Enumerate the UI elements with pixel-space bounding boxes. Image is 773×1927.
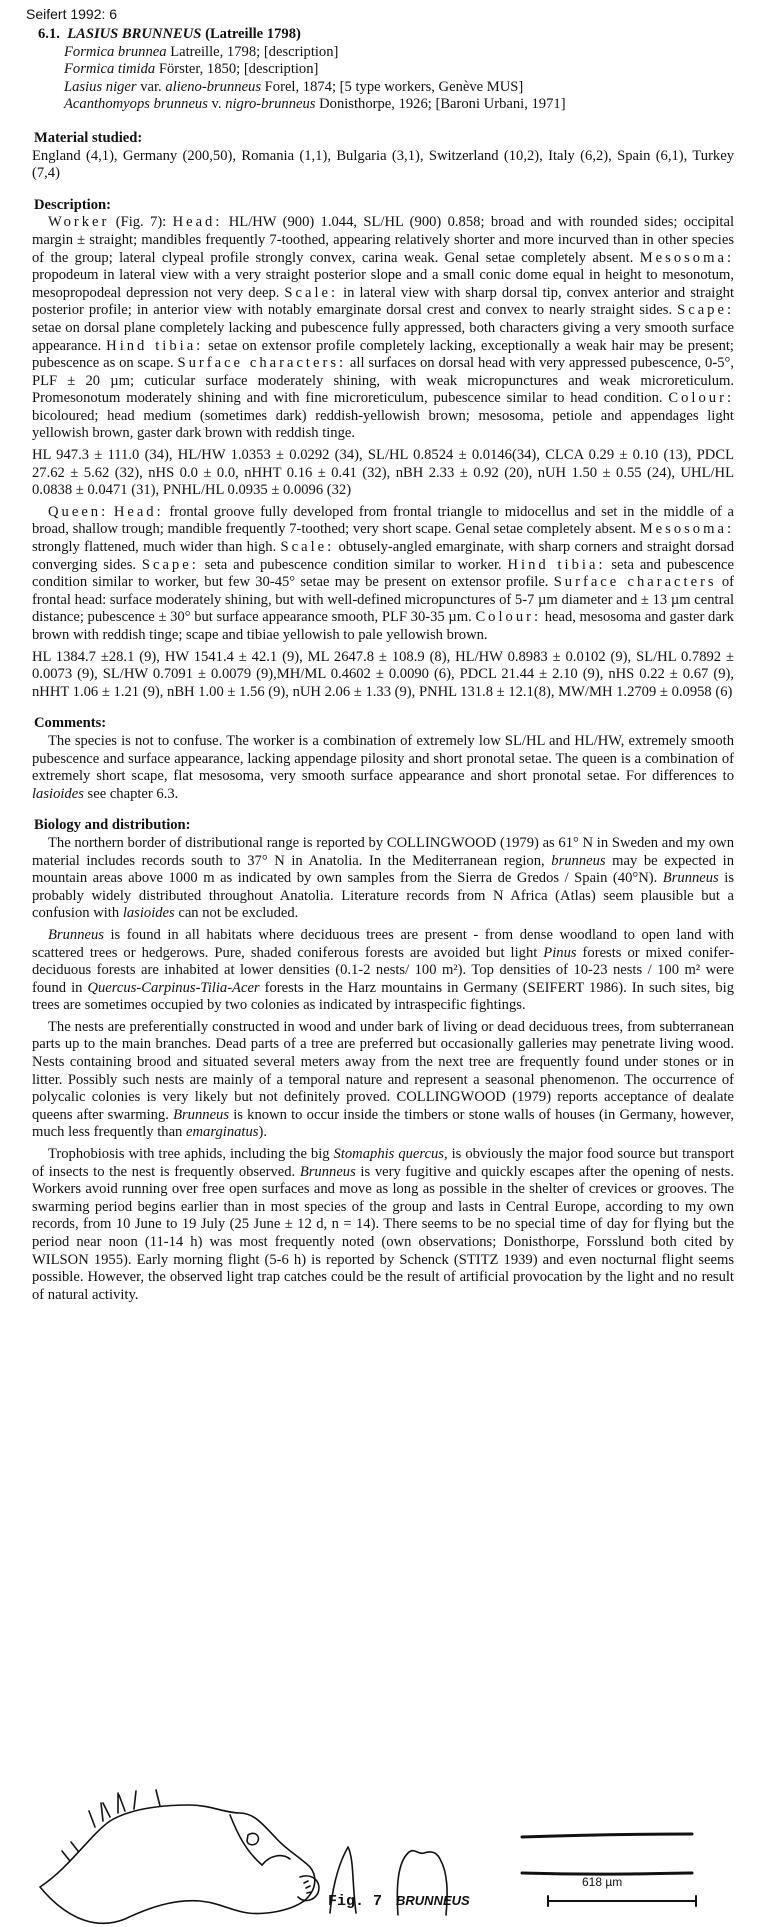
section-number: 6.1. [38, 26, 60, 42]
biology-paragraph: The northern border of distributional range is reported by COLLINGWOOD (1979) as 61° N in Sweden and my own material includes records south to 37° N in Anatolia. In the Mediterranean region, brunneus may be expected in mountain areas above 1000 m as indicated by own samples from the Sierra de Gredos / Spain (40°N). Brunneus is probably widely distributed throughout Anatolia. Literature records from N Africa (Atlas) seem plausible but a confusion with lasioides can not be excluded. [32, 834, 735, 922]
head-profile-line [262, 1856, 290, 1865]
biology-paragraph: Trophobiosis with tree aphids, including the big Stomaphis quercus, is obviously the major food source but transport of insects to the nest is frequently observed. Brunneus is very fugitive and quickly escapes after the opening of nests. Workers avoid running over free open surfaces and move as long as possible in the shelter of crevices or grooves. The swarming period begins earlier than in most species of the group and lasts in Central Europe, according to my own records, from 10 June to 19 July (25 June ± 12 d, n = 14). There seems to be no special time of day for flying but the period near noon (11-14 h) was most frequently noted (own observations; Donisthorpe, Forsslund both cited by WILSON 1955). Early morning flight (5-6 h) is reported by Schenck (STITZ 1939) and even nocturnal flight seems possible. However, the observed light trap catches could be the result of artificial provocation by the light and no result of natural activity. [32, 1146, 734, 1303]
species-title [38, 26, 734, 44]
mesosoma-outline [40, 1805, 315, 1923]
synonym-list [64, 44, 734, 114]
synonym-item: Formica timida Förster, 1850; [description] [64, 61, 319, 78]
figure-caption: Fig. 7 BRUNNEUS [328, 1893, 470, 1910]
queen-measures: HL 1384.7 ±28.1 (9), HW 1541.4 ± 42.1 (9), ML 2647.8 ± 108.9 (8), HL/HW 0.8983 ± 0.0102 (9), SL/HL 0.7892 ± 0.0073 (9), SL/HW 0.7091 ± 0.0079 (9),MH/ML 0.4602 ± 0.0090 (6), PDCL 21.44 ± 2.10 (9), nHS 0.22 ± 0.67 (9), nHHT 1.06 ± 1.21 (9), nBH 1.00 ± 1.56 (9), nUH 2.06 ± 1.33 (9), PNHL 131.8 ± 12.1(8), MW/MH 1.2709 ± 0.0958 (6) [32, 648, 734, 700]
worker-description: Worker (Fig. 7): Head: HL/HW (900) 1.044, SL/HL (900) 0.858; broad and with rounded sides; occipital margin ± straight; mandibles frequently 7-toothed, appearing relatively shorter and more incurved than in other species of the group; lateral clypeal profile strongly convex, carina weak. Genal setae completely absent. Mesosoma: propodeum in lateral view with a very straight posterior slope and a small conic dome equal in height to mesonotum, mesopropodeal depression not very deep. Scale: in lateral view with sharp dorsal tip, convex anterior and straight posterior profile; in anterior view with notably emarginate dorsal crest and convex to nearly straight sides. Scape: setae on dorsal plane completely lacking and pubescence fully appressed, both characters giving a very smooth surface appearance. Hind tibia: setae on extensor profile completely lacking, exceptionally a weak hair may be present; pubescence as on scape. Surface characters: all surfaces on dorsal head with very appressed pubescence, 0-5°, PLF ± 20 µm; cuticular surface moderately shining, with weak micropunctures and weak microreticulum. Promesonotum moderately shining and with fine microreticulum, pubescence similar to head condition. Colour: bicoloured; head medium (sometimes dark) reddish-yellowish brown; mesosoma, petiole and appendages light yellowish brown, gaster dark brown with reddish tinge. [32, 214, 735, 442]
species-author: (Latreille 1798) [205, 26, 301, 42]
setae [62, 1842, 78, 1861]
comments-text: The species is not to confuse. The worker is a combination of extremely low SL/HL and HL/HW, extremely smooth pubescence and surface appearance, lacking appendage pilosity and short pronotal setae. The queen is a combination of extremely short scape, flat mesosoma, very smooth surface appearance and short pronotal setae. For differences to lasioides see chapter 6.3. [32, 732, 734, 802]
synonym-item: Formica brunnea Latreille, 1798; [description] [64, 43, 339, 60]
synonym-item: Acanthomyops brunneus v. nigro-brunneus Donisthorpe, 1926; [Baroni Urbani, 1971] [64, 96, 566, 113]
scale-bar [548, 1896, 696, 1906]
queen-description: Queen: Head: frontal groove fully developed from frontal triangle to midocellus and set in the middle of a broad, shallow trough; mandible frequently 7-toothed; very short scape. Genal setae completely absent. Mesosoma: strongly flattened, much wider than high. Scale: obtusely-angled emarginate, with sharp corners and straight dorsad converging sides. Scape: seta and pubescence condition similar to worker. Hind tibia: seta and pubescence condition similar to worker, but few 30-45° setae may be present on extensor profile. Surface characters of frontal head: surface moderately shining, but with well-defined micropunctures of 5-7 µm diameter and ± 13 µm central distance; pubescence ± 30° but surface appearance smooth, PLF 30-35 µm. Colour: head, mesosoma and gaster dark brown with reddish tinge; scape and tibiae yellowish to pale yellowish brown. [32, 503, 735, 643]
species-name: LASIUS BRUNNEUS [67, 26, 202, 42]
article-body [32, 26, 734, 1308]
comments-heading: Comments: [34, 715, 107, 732]
description-heading: Description: [34, 196, 112, 213]
biology-paragraph: Brunneus is found in all habitats where deciduous trees are present - from dense woodland to open land with scattered trees or hedgerows. Pure, shaded coniferous forests are avoided but light Pinus forests or mixed conifer-deciduous forests are inhabited at lower densities (0.1-2 nests/ 100 m²). Top densities of 10-23 nests / 100 m² were found in Quercus-Carpinus-Tilia-Acer forests in the Harz mountains in Germany (SEIFERT 1986). In such sites, big trees are sometimes occupied by two colonies as indicated by intraspecific fightings. [32, 926, 734, 1014]
figure-7 [0, 1755, 773, 1927]
material-text: England (4,1), Germany (200,50), Romania (1,1), Bulgaria (3,1), Switzerland (10,2), Italy (6,2), Spain (6,1), Turkey (7,4) [32, 147, 734, 182]
synonym-item: Lasius niger var. alieno-brunneus Forel, 1874; [5 type workers, Genève MUS] [64, 78, 524, 95]
material-heading: Material studied: [34, 129, 143, 146]
eye-outline [247, 1833, 258, 1844]
page-header: Seifert 1992: 6 [26, 6, 118, 22]
mandible-teeth [304, 1881, 311, 1893]
propodeum-line [230, 1815, 262, 1865]
biology-paragraph: The nests are preferentially constructed in wood and under bark of living or dead deciduous trees, from subterranean parts up to the main branches. Dead parts of a tree are preferred but occasionally galleries may penetrate living wood. Nests containing brood and situated several meters away from the next tree are frequently found under stones or in litter. Possibly such nests are mainly of a temporal nature and represent a seasonal phenomenon. The occurrence of polycalic colonies is very likely but not definitely proved. COLLINGWOOD (1979) reports acceptance of dealate queens after swarming. Brunneus is known to occur inside the timbers or stone walls of houses (in Germany, however, much less frequently than emarginatus). [32, 1018, 734, 1141]
worker-measures: HL 947.3 ± 111.0 (34), HL/HW 1.0353 ± 0.0292 (34), SL/HL 0.8524 ± 0.0146(34), CLCA 0.29 ± 0.10 (13), PDCL 27.62 ± 5.62 (32), nHS 0.0 ± 0.0, nHHT 0.16 ± 0.41 (32), nBH 2.33 ± 0.92 (20), nUH 1.50 ± 0.55 (24), UHL/HL 0.0838 ± 0.0471 (31), PNHL/HL 0.0935 ± 0.0096 (32) [32, 447, 734, 499]
tibia-upper [522, 1834, 692, 1837]
biology-heading: Biology and distribution: [34, 817, 191, 834]
scale-bar-label: 618 µm [582, 1875, 623, 1889]
tibia-lower [522, 1873, 692, 1874]
